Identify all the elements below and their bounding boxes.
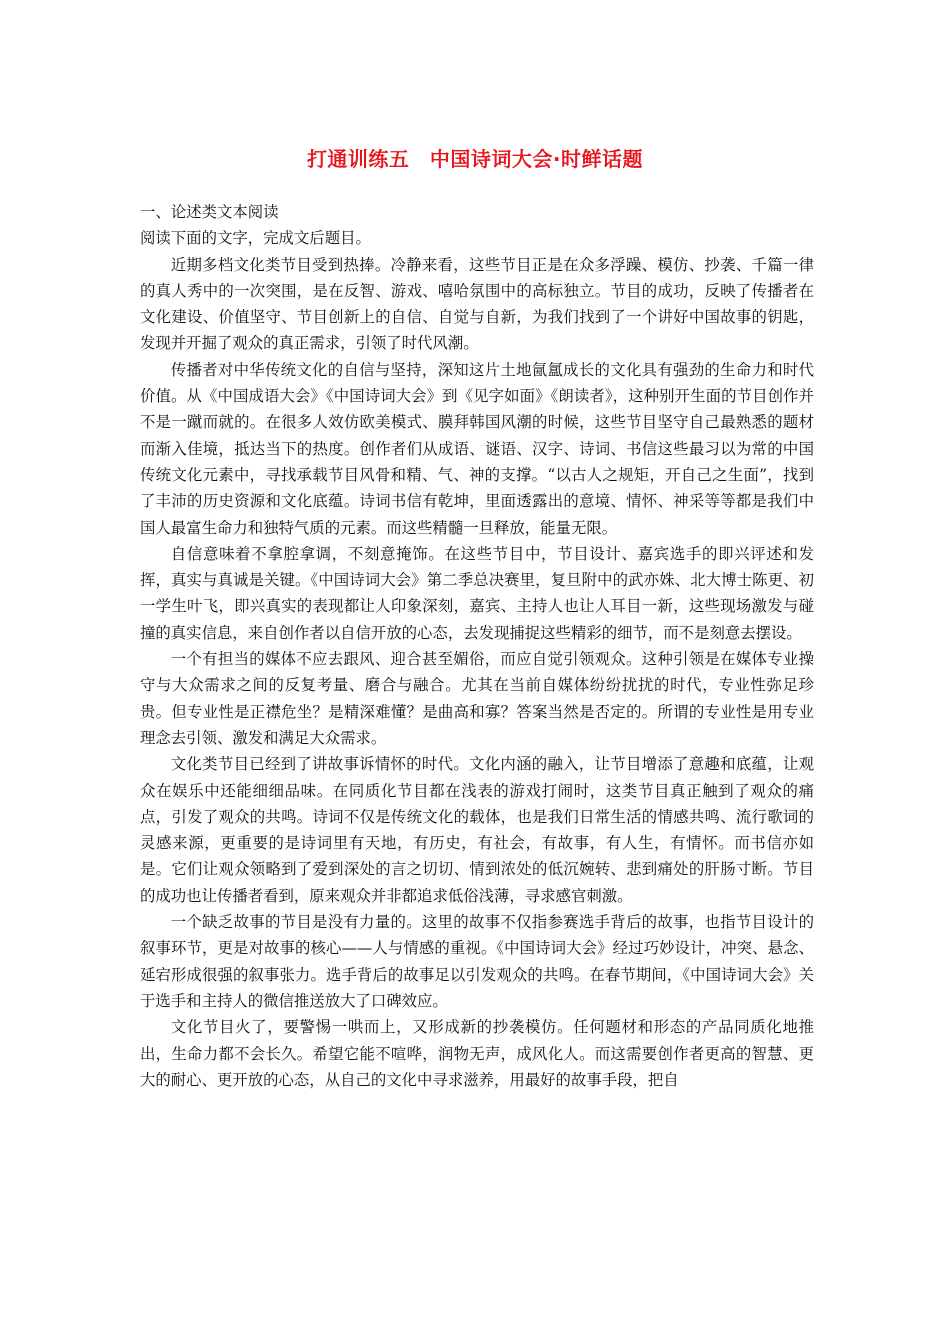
page-title: 打通训练五 中国诗词大会·时鲜话题 — [306, 147, 644, 171]
article-body — [140, 199, 814, 1093]
paragraph-5: 文化类节目已经到了讲故事诉情怀的时代。文化内涵的融入，让节目增添了意趣和底蕴，让观众在娱乐中还能细细品味。在同质化节目都在浅表的游戏打闹时，这类节目真正触到了观众的痛点，引发了观众的共鸣。诗词不仅是传统文化的载体，也是我们日常生活的情感共鸣、流行歌词的灵感来源，更重要的是诗词里有天地，有历史，有社会，有故事，有人生，有情怀。而书信亦如是。它们让观众领略到了爱到深处的言之切切、情到浓处的低沉婉转、悲到痛处的肝肠寸断。节目的成功也让传播者看到，原来观众并非都追求低俗浅薄，寻求感官刺激。 — [140, 755, 814, 905]
paragraph-1: 近期多档文化类节目受到热捧。冷静来看，这些节目正是在众多浮躁、模仿、抄袭、千篇一律的真人秀中的一次突围，是在反智、游戏、嘻哈氛围中的高标独立。节目的成功，反映了传播者在文化建设、价值坚守、节目创新上的自信、自觉与自新，为我们找到了一个讲好中国故事的钥匙，发现并开掘了观众的真正需求，引领了时代风潮。 — [140, 255, 814, 353]
paragraph-3: 自信意味着不拿腔拿调，不刻意掩饰。在这些节目中，节目设计、嘉宾选手的即兴评述和发挥，真实与真诚是关键。《中国诗词大会》第二季总决赛里，复旦附中的武亦姝、北大博士陈更、初一学生叶飞，即兴真实的表现都让人印象深刻，嘉宾、主持人也让人耳目一新，这些现场激发与碰撞的真实信息，来自创作者以自信开放的心态，去发现捕捉这些精彩的细节，而不是刻意去摆设。 — [140, 544, 814, 642]
reading-instruction: 阅读下面的文字，完成文后题目。 — [140, 229, 371, 248]
paragraph-2: 传播者对中华传统文化的自信与坚持，深知这片土地氤氲成长的文化具有强劲的生命力和时代价值。从《中国成语大会》《中国诗词大会》到《见字如面》《朗读者》，这种别开生面的节目创作并不是一蹴而就的。在很多人效仿欧美模式、膜拜韩国风潮的时候，这些节目坚守自己最熟悉的题材而渐入佳境，抵达当下的热度。创作者们从成语、谜语、汉字、诗词、书信这些最习以为常的中国传统文化元素中，寻找承载节目风骨和精、气、神的支撑。“以古人之规矩，开自己之生面”，找到了丰沛的历史资源和文化底蕴。诗词书信有乾坤，里面透露出的意境、情怀、神采等等都是我们中国人最富生命力和独特气质的元素。而这些精髓一旦释放，能量无限。 — [140, 360, 814, 537]
paragraph-7: 文化节目火了，要警惕一哄而上，又形成新的抄袭模仿。任何题材和形态的产品同质化地推出，生命力都不会长久。希望它能不喧哗，润物无声，成风化人。而这需要创作者更高的智慧、更大的耐心、更开放的心态，从自己的文化中寻求滋养，用最好的故事手段，把自 — [140, 1018, 814, 1089]
paragraph-6: 一个缺乏故事的节目是没有力量的。这里的故事不仅指参赛选手背后的故事，也指节目设计的叙事环节，更是对故事的核心——人与情感的重视。《中国诗词大会》经过巧妙设计，冲突、悬念、延宕形成很强的叙事张力。选手背后的故事足以引发观众的共鸣。在春节期间，《中国诗词大会》关于选手和主持人的微信推送放大了口碑效应。 — [140, 913, 814, 1010]
paragraph-4: 一个有担当的媒体不应去跟风、迎合甚至媚俗，而应自觉引领观众。这种引领是在媒体专业操守与大众需求之间的反复考量、磨合与融合。尤其在当前自媒体纷纷扰扰的时代，专业性弥足珍贵。但专业性是正襟危坐？是精深难懂？是曲高和寡？答案当然是否定的。所谓的专业性是用专业理念去引领、激发和满足大众需求。 — [140, 650, 814, 747]
section-heading: 一、论述类文本阅读 — [140, 203, 279, 221]
